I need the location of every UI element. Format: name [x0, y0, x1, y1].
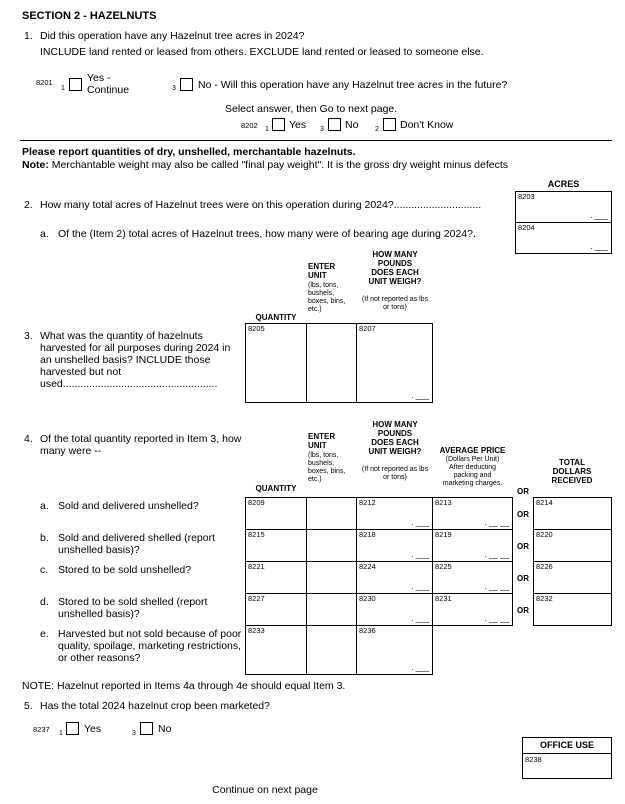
q1-yes-checkbox[interactable] [69, 78, 82, 91]
q3-header-weight-sub: (If not reported as lbs or tons) [361, 296, 429, 311]
q4d-quantity-box[interactable] [245, 593, 307, 626]
q3-number: 3. [24, 330, 33, 342]
q1-followup-yes-label: Yes [289, 119, 307, 131]
q4b-weight-box[interactable] [356, 529, 433, 562]
report-note-label: Note: [22, 159, 49, 171]
decimal-marker: . __ __ [484, 550, 509, 559]
q5-yes-checkbox[interactable] [66, 722, 79, 735]
q4c-price-box[interactable] [432, 561, 513, 594]
q4b-price-box[interactable] [432, 529, 513, 562]
q4e-quantity-code: 8233 [248, 626, 265, 635]
q4-header-total: TOTAL DOLLARS RECEIVED [551, 458, 593, 485]
q4d-total-code: 8232 [536, 594, 553, 603]
q1-no-label: No - Will this operation have any Hazelnut tree acres in the future? [198, 79, 508, 91]
q4e-weight-code: 8236 [359, 626, 376, 635]
q4-header-price: AVERAGE PRICE [439, 446, 506, 455]
q4-header-unit: ENTER UNIT [308, 432, 336, 450]
q4c-quantity-box[interactable] [245, 561, 307, 594]
q3-weight-code: 8207 [359, 324, 376, 333]
q1-followup-instruction: Select answer, then Go to next page. [225, 103, 398, 115]
q4a-total-code: 8214 [536, 498, 553, 507]
q4a-weight-code: 8212 [359, 498, 376, 507]
q1-instruction: INCLUDE land rented or leased from others. EXCLUDE land rented or leased to someone else. [40, 46, 484, 58]
q3-weight-box[interactable] [356, 323, 433, 403]
q1-question: Did this operation have any Hazelnut tree acres in 2024? [40, 30, 305, 42]
decimal-marker: . ___ [411, 391, 429, 400]
q3-quantity-box[interactable] [245, 323, 307, 403]
q1-yes-label: Yes - Continue [87, 72, 130, 96]
q4b-total-code: 8220 [536, 530, 553, 539]
q4d-unit-box[interactable] [306, 593, 357, 626]
q1-followup-yes-sub: 1 [265, 126, 269, 133]
q2-number: 2. [24, 199, 33, 211]
q4d-label: Stored to be sold shelled (report unshelled basis)? [58, 596, 208, 620]
q4b-weight-code: 8218 [359, 530, 376, 539]
q3-header-unit-sub: (lbs, tons, bushels, boxes, bins, etc.) [308, 282, 346, 313]
q3-unit-box[interactable] [306, 323, 357, 403]
q4b-price-code: 8219 [435, 530, 452, 539]
q4d-weight-box[interactable] [356, 593, 433, 626]
q4c-quantity-code: 8221 [248, 562, 265, 571]
q1-followup-no-label: No [345, 119, 359, 131]
q2-code: 8203 [518, 192, 535, 201]
q4e-unit-box[interactable] [306, 625, 357, 675]
q4c-or: OR [517, 574, 529, 583]
q4a-price-box[interactable] [432, 497, 513, 530]
decimal-marker: . ___ [411, 663, 429, 672]
q1-followup-yes-checkbox[interactable] [272, 118, 285, 131]
q4b-unit-box[interactable] [306, 529, 357, 562]
q4c-unit-box[interactable] [306, 561, 357, 594]
q4a-weight-box[interactable] [356, 497, 433, 530]
q4d-quantity-code: 8227 [248, 594, 265, 603]
q4e-weight-box[interactable] [356, 625, 433, 675]
decimal-marker: . __ __ [484, 614, 509, 623]
q5-yes-sub: 1 [59, 730, 63, 737]
q4a-total-box[interactable] [533, 497, 612, 530]
q1-followup-dontknow-checkbox[interactable] [383, 118, 396, 131]
q5-no-sub: 3 [132, 730, 136, 737]
q4b-quantity-box[interactable] [245, 529, 307, 562]
q1-followup-dontknow-label: Don't Know [400, 119, 454, 131]
decimal-marker: . ___ [590, 242, 608, 251]
decimal-marker: . ___ [411, 582, 429, 591]
q4d-price-box[interactable] [432, 593, 513, 626]
q5-code: 8237 [33, 725, 50, 734]
q2a-code: 8204 [518, 223, 535, 232]
q4-header-quantity: QUANTITY [255, 484, 297, 493]
q4d-or: OR [517, 606, 529, 615]
q4-header-weight-sub: (If not reported as lbs or tons) [361, 466, 429, 481]
q3-question: What was the quantity of hazelnuts harvested for all purposes during 2024 in an unshelled basis? INCLUDE those harvested but not used..................................................... [40, 330, 231, 390]
q2-acres-box[interactable] [515, 191, 612, 223]
q1-followup-no-checkbox[interactable] [328, 118, 341, 131]
decimal-marker: . ___ [411, 550, 429, 559]
q3-header-weight: HOW MANY POUNDS DOES EACH UNIT WEIGH? [368, 250, 422, 286]
q4b-letter: b. [40, 532, 49, 544]
q5-number: 5. [24, 700, 33, 712]
q4-question: Of the total quantity reported in Item 3, how many were -- [40, 433, 242, 457]
q5-no-label: No [158, 723, 172, 735]
q1-no-checkbox[interactable] [180, 78, 193, 91]
q4d-total-box[interactable] [533, 593, 612, 626]
q3-header-quantity: QUANTITY [255, 313, 297, 322]
q4c-price-code: 8225 [435, 562, 452, 571]
decimal-marker: . ___ [411, 614, 429, 623]
q4e-label: Harvested but not sold because of poor quality, spoilage, marketing restrictions, or other reasons? [58, 628, 242, 664]
footer-continue: Continue on next page [212, 784, 318, 796]
q1-yes-sub: 1 [61, 85, 65, 92]
q5-no-checkbox[interactable] [140, 722, 153, 735]
q5-question: Has the total 2024 hazelnut crop been marketed? [40, 700, 270, 712]
q4d-letter: d. [40, 596, 49, 608]
q4b-total-box[interactable] [533, 529, 612, 562]
q4b-quantity-code: 8215 [248, 530, 265, 539]
q4-number: 4. [24, 433, 33, 445]
office-use-title: OFFICE USE [523, 738, 611, 754]
q4c-weight-code: 8224 [359, 562, 376, 571]
q4-note: NOTE: Hazelnut reported in Items 4a through 4e should equal Item 3. [22, 680, 346, 692]
office-use-box[interactable] [522, 737, 612, 779]
q4a-quantity-code: 8209 [248, 498, 265, 507]
decimal-marker: . __ __ [484, 518, 509, 527]
q4d-price-code: 8231 [435, 594, 452, 603]
q1-number: 1. [24, 30, 33, 42]
q4-header-price-sub2: After deducting packing and marketing charges. [442, 464, 503, 487]
q2a-letter: a. [40, 228, 49, 240]
q4a-letter: a. [40, 500, 49, 512]
q5-yes-label: Yes [84, 723, 102, 735]
section-divider [20, 140, 612, 141]
q4c-total-code: 8226 [536, 562, 553, 571]
q1-no-sub: 3 [172, 85, 176, 92]
q4-header-unit-sub: (lbs, tons, bushels, boxes, bins, etc.) [308, 452, 346, 483]
q4c-weight-box[interactable] [356, 561, 433, 594]
q2a-acres-box[interactable] [515, 222, 612, 254]
q2-question: How many total acres of Hazelnut trees were on this operation during 2024?.............................. [40, 199, 482, 211]
q4-header-or: OR [517, 487, 529, 496]
report-note-text: Merchantable weight may also be called "final pay weight". It is the gross dry weight minus defects [48, 159, 509, 171]
q4e-letter: e. [40, 628, 49, 640]
section-title: SECTION 2 - HAZELNUTS [22, 10, 157, 22]
q4c-label: Stored to be sold unshelled? [58, 564, 192, 576]
q4a-label: Sold and delivered unshelled? [58, 500, 199, 512]
q4c-total-box[interactable] [533, 561, 612, 594]
q3-quantity-code: 8205 [248, 324, 265, 333]
report-note [22, 159, 612, 171]
q4c-letter: c. [40, 564, 49, 576]
q3-header-unit: ENTER UNIT [308, 262, 336, 280]
acres-header: ACRES [547, 179, 580, 189]
q4b-label: Sold and delivered shelled (report unshelled basis)? [58, 532, 216, 556]
decimal-marker: . ___ [411, 518, 429, 527]
q4-header-price-sub1: (Dollars Per Unit) [445, 456, 500, 463]
q1-followup-code: 8202 [241, 121, 258, 130]
q4-header-weight: HOW MANY POUNDS DOES EACH UNIT WEIGH? [368, 420, 422, 456]
q4a-unit-box[interactable] [306, 497, 357, 530]
decimal-marker: . ___ [590, 211, 608, 220]
q1-code: 8201 [36, 78, 53, 87]
q4b-or: OR [517, 542, 529, 551]
q4a-or: OR [517, 510, 529, 519]
q2a-question: Of the (Item 2) total acres of Hazelnut trees, how many were of bearing age during 2024?. [58, 228, 476, 240]
q4a-price-code: 8213 [435, 498, 452, 507]
decimal-marker: . __ __ [484, 582, 509, 591]
q1-followup-dontknow-sub: 2 [375, 126, 379, 133]
office-use-code: 8238 [525, 755, 542, 764]
q1-followup-no-sub: 3 [320, 126, 324, 133]
q4a-quantity-box[interactable] [245, 497, 307, 530]
q4d-weight-code: 8230 [359, 594, 376, 603]
q4e-quantity-box[interactable] [245, 625, 307, 675]
report-instruction: Please report quantities of dry, unshelled, merchantable hazelnuts. [22, 146, 356, 158]
